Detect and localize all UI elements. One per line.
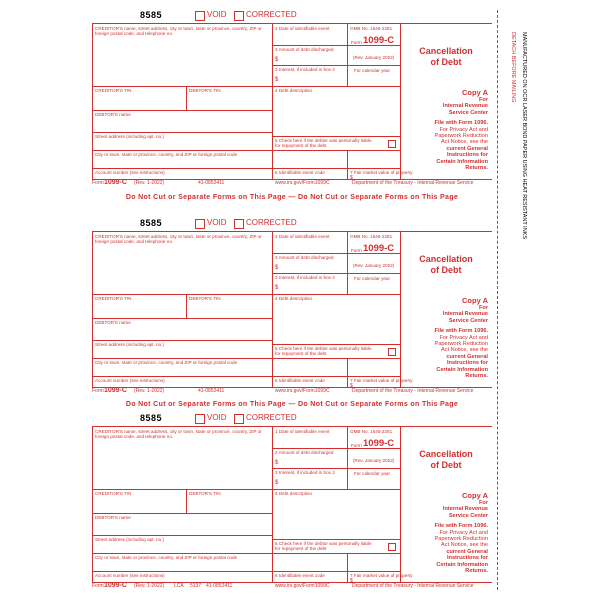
- account-label: Account number (see instructions): [95, 170, 165, 175]
- calendar-year: For calendar year: [354, 276, 391, 281]
- creditor-name-label: CREDITOR'S name, street address, city or town, state or province, country, ZIP or foreign postal code, and telephone no.: [95, 234, 262, 245]
- corrected-checkbox[interactable]: [234, 414, 244, 424]
- footer-rev: (Rev. 1-2022): [134, 388, 165, 394]
- street-address-label: Street address (including apt. no.): [95, 342, 164, 347]
- omb-number: OMB No. 1545-2281: [350, 429, 393, 434]
- debtor-name-label: DEBTOR'S name: [95, 515, 131, 520]
- copy-for: For: [478, 500, 488, 506]
- form-1099c-copy-a-2: [92, 218, 492, 408]
- copy-file: File with Form 1096.: [434, 120, 488, 127]
- copy-privacy-1: For Privacy Act and: [439, 529, 488, 536]
- title-line-2: of Debt: [430, 265, 462, 275]
- copy-current: current General: [446, 145, 488, 152]
- form-number: 1099-C: [363, 35, 395, 46]
- creditor-name-field[interactable]: [95, 443, 269, 487]
- box5-label: 5 Check here if the debtor was personally liable for repayment of the debt: [275, 346, 372, 357]
- footer-form: Form: [92, 388, 104, 394]
- footer-cat: 41-0852411: [198, 180, 225, 186]
- copy-title: Copy A: [462, 296, 488, 305]
- form-1099c-copy-a-1: [92, 10, 492, 200]
- box3-dollar: $: [275, 480, 279, 486]
- copy-irs-2: Service Center: [448, 317, 488, 324]
- form-number: 1099-C: [363, 438, 395, 449]
- box7-label: 7 Fair market value of property: [350, 170, 413, 175]
- creditor-name-label: CREDITOR'S name, street address, city or town, state or province, country, ZIP or foreign postal code, and telephone no.: [95, 429, 262, 440]
- copy-file: File with Form 1096.: [434, 523, 488, 530]
- form-grid: [92, 231, 492, 388]
- copy-irs-1: Internal Revenue: [442, 506, 488, 513]
- title-line-1: Cancellation: [419, 254, 473, 264]
- box5-label: 5 Check here if the debtor was personally liable for repayment of the debt: [275, 138, 372, 149]
- copy-returns: Returns.: [465, 568, 488, 575]
- box2-label: 2 Amount of debt discharged: [275, 450, 334, 455]
- corrected-checkbox[interactable]: [234, 11, 244, 21]
- footer-lca: LCA: [174, 583, 184, 589]
- creditor-tin-label: CREDITOR'S TIN: [95, 491, 132, 496]
- footer-dept: Department of the Treasury - Internal Revenue Service: [352, 583, 474, 589]
- debtor-tin-label: DEBTOR'S TIN: [189, 296, 221, 301]
- footer-form-number: 1099-C: [104, 179, 127, 186]
- corrected-label: CORRECTED: [246, 413, 297, 422]
- creditor-name-field[interactable]: [95, 40, 269, 84]
- footer-url: www.irs.gov/Form1099C: [275, 180, 330, 186]
- rev-date: (Rev. January 2022): [353, 263, 395, 268]
- copy-irs-1: Internal Revenue: [442, 311, 488, 318]
- title-line-1: Cancellation: [419, 46, 473, 56]
- form-footer: [92, 180, 492, 188]
- title-line-1: Cancellation: [419, 449, 473, 459]
- form-prefix: Form: [351, 40, 362, 45]
- box3-dollar: $: [275, 77, 279, 83]
- rev-date: (Rev. January 2022): [353, 458, 395, 463]
- debtor-name-label: DEBTOR'S name: [95, 112, 131, 117]
- omb-number: OMB No. 1545-2281: [350, 234, 393, 239]
- calendar-year: For calendar year: [354, 471, 391, 476]
- form-footer: [92, 583, 492, 591]
- creditor-name-field[interactable]: [95, 248, 269, 292]
- copy-privacy-3: Act Notice, see the: [441, 139, 488, 146]
- form-grid: [92, 426, 492, 583]
- copy-privacy-3: Act Notice, see the: [441, 347, 488, 354]
- copy-privacy-3: Act Notice, see the: [441, 542, 488, 549]
- form-code: 8585: [140, 413, 163, 423]
- box1-label: 1 Date of identifiable event: [275, 26, 330, 31]
- form-title: [400, 254, 492, 276]
- street-address-label: Street address (including apt. no.): [95, 134, 164, 139]
- account-label: Account number (see instructions): [95, 573, 165, 578]
- box2-dollar: $: [275, 57, 279, 63]
- footer-url: www.irs.gov/Form1099C: [275, 388, 330, 394]
- copy-instr: Instructions for: [446, 152, 488, 159]
- copy-for: For: [478, 305, 488, 311]
- copy-certain: Certain Information: [436, 366, 488, 373]
- copy-privacy-2: Paperwork Reduction: [434, 341, 488, 348]
- box7-dollar: $: [350, 578, 353, 584]
- form-prefix: Form: [351, 443, 362, 448]
- void-checkbox[interactable]: [195, 219, 205, 229]
- footer-dept: Department of the Treasury - Internal Revenue Service: [352, 180, 474, 186]
- debtor-name-label: DEBTOR'S name: [95, 320, 131, 325]
- form-title: [400, 46, 492, 68]
- copy-a-block: [398, 88, 488, 171]
- corrected-checkbox[interactable]: [234, 219, 244, 229]
- box4-label: 4 Debt description: [275, 296, 313, 301]
- void-label: VOID: [207, 10, 227, 19]
- rev-date: (Rev. January 2022): [353, 55, 395, 60]
- copy-instr: Instructions for: [446, 555, 488, 562]
- box2-dollar: $: [275, 265, 279, 271]
- box5-checkbox[interactable]: [388, 140, 396, 148]
- box2-label: 2 Amount of debt discharged: [275, 255, 334, 260]
- calendar-year: For calendar year: [354, 68, 391, 73]
- box1-label: 1 Date of identifiable event: [275, 429, 330, 434]
- copy-current: current General: [446, 353, 488, 360]
- corrected-label: CORRECTED: [246, 10, 297, 19]
- footer-rev: (Rev. 1-2022): [134, 583, 165, 589]
- copy-irs-2: Service Center: [448, 512, 488, 519]
- corrected-label: CORRECTED: [246, 218, 297, 227]
- footer-dept: Department of the Treasury - Internal Revenue Service: [352, 388, 474, 394]
- copy-title: Copy A: [462, 88, 488, 97]
- street-address-label: Street address (including apt. no.): [95, 537, 164, 542]
- manufactured-text: MANUFACTURED ON OCR LASER BOND PAPER USING HEAT RESISTANT INKS: [521, 32, 527, 239]
- copy-privacy-1: For Privacy Act and: [439, 126, 488, 133]
- footer-form: Form: [92, 180, 104, 186]
- copy-current: current General: [446, 548, 488, 555]
- omb-number: OMB No. 1545-2281: [350, 26, 393, 31]
- copy-a-block: [398, 491, 488, 574]
- form-header: [92, 10, 492, 23]
- account-label: Account number (see instructions): [95, 378, 165, 383]
- cut-line-2: Do Not Cut or Separate Forms on This Page — Do Not Cut or Separate Forms on This Page: [125, 401, 459, 408]
- footer-cat: 41-0852411: [198, 388, 225, 394]
- box7-dollar: $: [350, 383, 353, 389]
- copy-irs-1: Internal Revenue: [442, 103, 488, 110]
- copy-certain: Certain Information: [436, 158, 488, 165]
- void-checkbox[interactable]: [195, 414, 205, 424]
- box2-label: 2 Amount of debt discharged: [275, 47, 334, 52]
- title-line-2: of Debt: [430, 460, 462, 470]
- box4-label: 4 Debt description: [275, 491, 313, 496]
- detach-text: DETACH BEFORE MAILING: [510, 32, 516, 103]
- creditor-name-label: CREDITOR'S name, street address, city or town, state or province, country, ZIP or foreign postal code, and telephone no.: [95, 26, 262, 37]
- copy-returns: Returns.: [465, 165, 488, 172]
- footer-rev: (Rev. 1-2022): [134, 180, 165, 186]
- box2-dollar: $: [275, 460, 279, 466]
- copy-privacy-1: For Privacy Act and: [439, 334, 488, 341]
- footer-form-number: 1099-C: [104, 582, 127, 589]
- copy-certain: Certain Information: [436, 561, 488, 568]
- form-header: [92, 413, 492, 426]
- copy-instr: Instructions for: [446, 360, 488, 367]
- box1-label: 1 Date of identifiable event: [275, 234, 330, 239]
- box3-dollar: $: [275, 285, 279, 291]
- box6-label: 6 Identifiable event code: [275, 378, 325, 383]
- cut-line-1: Do Not Cut or Separate Forms on This Page — Do Not Cut or Separate Forms on This Page: [125, 194, 459, 201]
- footer-form-number: 1099-C: [104, 387, 127, 394]
- form-grid: [92, 23, 492, 180]
- debtor-tin-label: DEBTOR'S TIN: [189, 491, 221, 496]
- footer-5137: 5137: [190, 583, 202, 589]
- void-checkbox[interactable]: [195, 11, 205, 21]
- copy-for: For: [478, 97, 488, 103]
- box7-label: 7 Fair market value of property: [350, 378, 413, 383]
- box3-label: 3 Interest, if included in box 2: [275, 275, 335, 280]
- box3-label: 3 Interest, if included in box 2: [275, 470, 335, 475]
- box5-checkbox[interactable]: [388, 348, 396, 356]
- form-header: [92, 218, 492, 231]
- form-1099c-copy-a-3: [92, 413, 492, 603]
- box4-label: 4 Debt description: [275, 88, 313, 93]
- box5-label: 5 Check here if the debtor was personally liable for repayment of the debt: [275, 541, 372, 552]
- copy-irs-2: Service Center: [448, 109, 488, 116]
- form-code: 8585: [140, 10, 163, 20]
- box7-dollar: $: [350, 175, 353, 181]
- form-footer: [92, 388, 492, 396]
- form-title: [400, 449, 492, 471]
- copy-returns: Returns.: [465, 373, 488, 380]
- detach-perforation: [497, 10, 498, 590]
- city-label: City or town, state or province, country, and ZIP or foreign postal code: [95, 152, 238, 157]
- copy-privacy-2: Paperwork Reduction: [434, 133, 488, 140]
- city-label: City or town, state or province, country, and ZIP or foreign postal code: [95, 555, 238, 560]
- form-prefix: Form: [351, 248, 362, 253]
- form-number: 1099-C: [363, 243, 395, 254]
- footer-form: Form: [92, 583, 104, 589]
- form-code: 8585: [140, 218, 163, 228]
- box6-label: 6 Identifiable event code: [275, 170, 325, 175]
- copy-file: File with Form 1096.: [434, 328, 488, 335]
- void-label: VOID: [207, 413, 227, 422]
- creditor-tin-label: CREDITOR'S TIN: [95, 296, 132, 301]
- creditor-tin-label: CREDITOR'S TIN: [95, 88, 132, 93]
- copy-title: Copy A: [462, 491, 488, 500]
- box5-checkbox[interactable]: [388, 543, 396, 551]
- title-line-2: of Debt: [430, 57, 462, 67]
- debtor-tin-label: DEBTOR'S TIN: [189, 88, 221, 93]
- void-label: VOID: [207, 218, 227, 227]
- box3-label: 3 Interest, if included in box 2: [275, 67, 335, 72]
- footer-cat: 41-0852411: [206, 583, 233, 589]
- box7-label: 7 Fair market value of property: [350, 573, 413, 578]
- copy-privacy-2: Paperwork Reduction: [434, 536, 488, 543]
- box6-label: 6 Identifiable event code: [275, 573, 325, 578]
- footer-url: www.irs.gov/Form1099C: [275, 583, 330, 589]
- city-label: City or town, state or province, country, and ZIP or foreign postal code: [95, 360, 238, 365]
- copy-a-block: [398, 296, 488, 379]
